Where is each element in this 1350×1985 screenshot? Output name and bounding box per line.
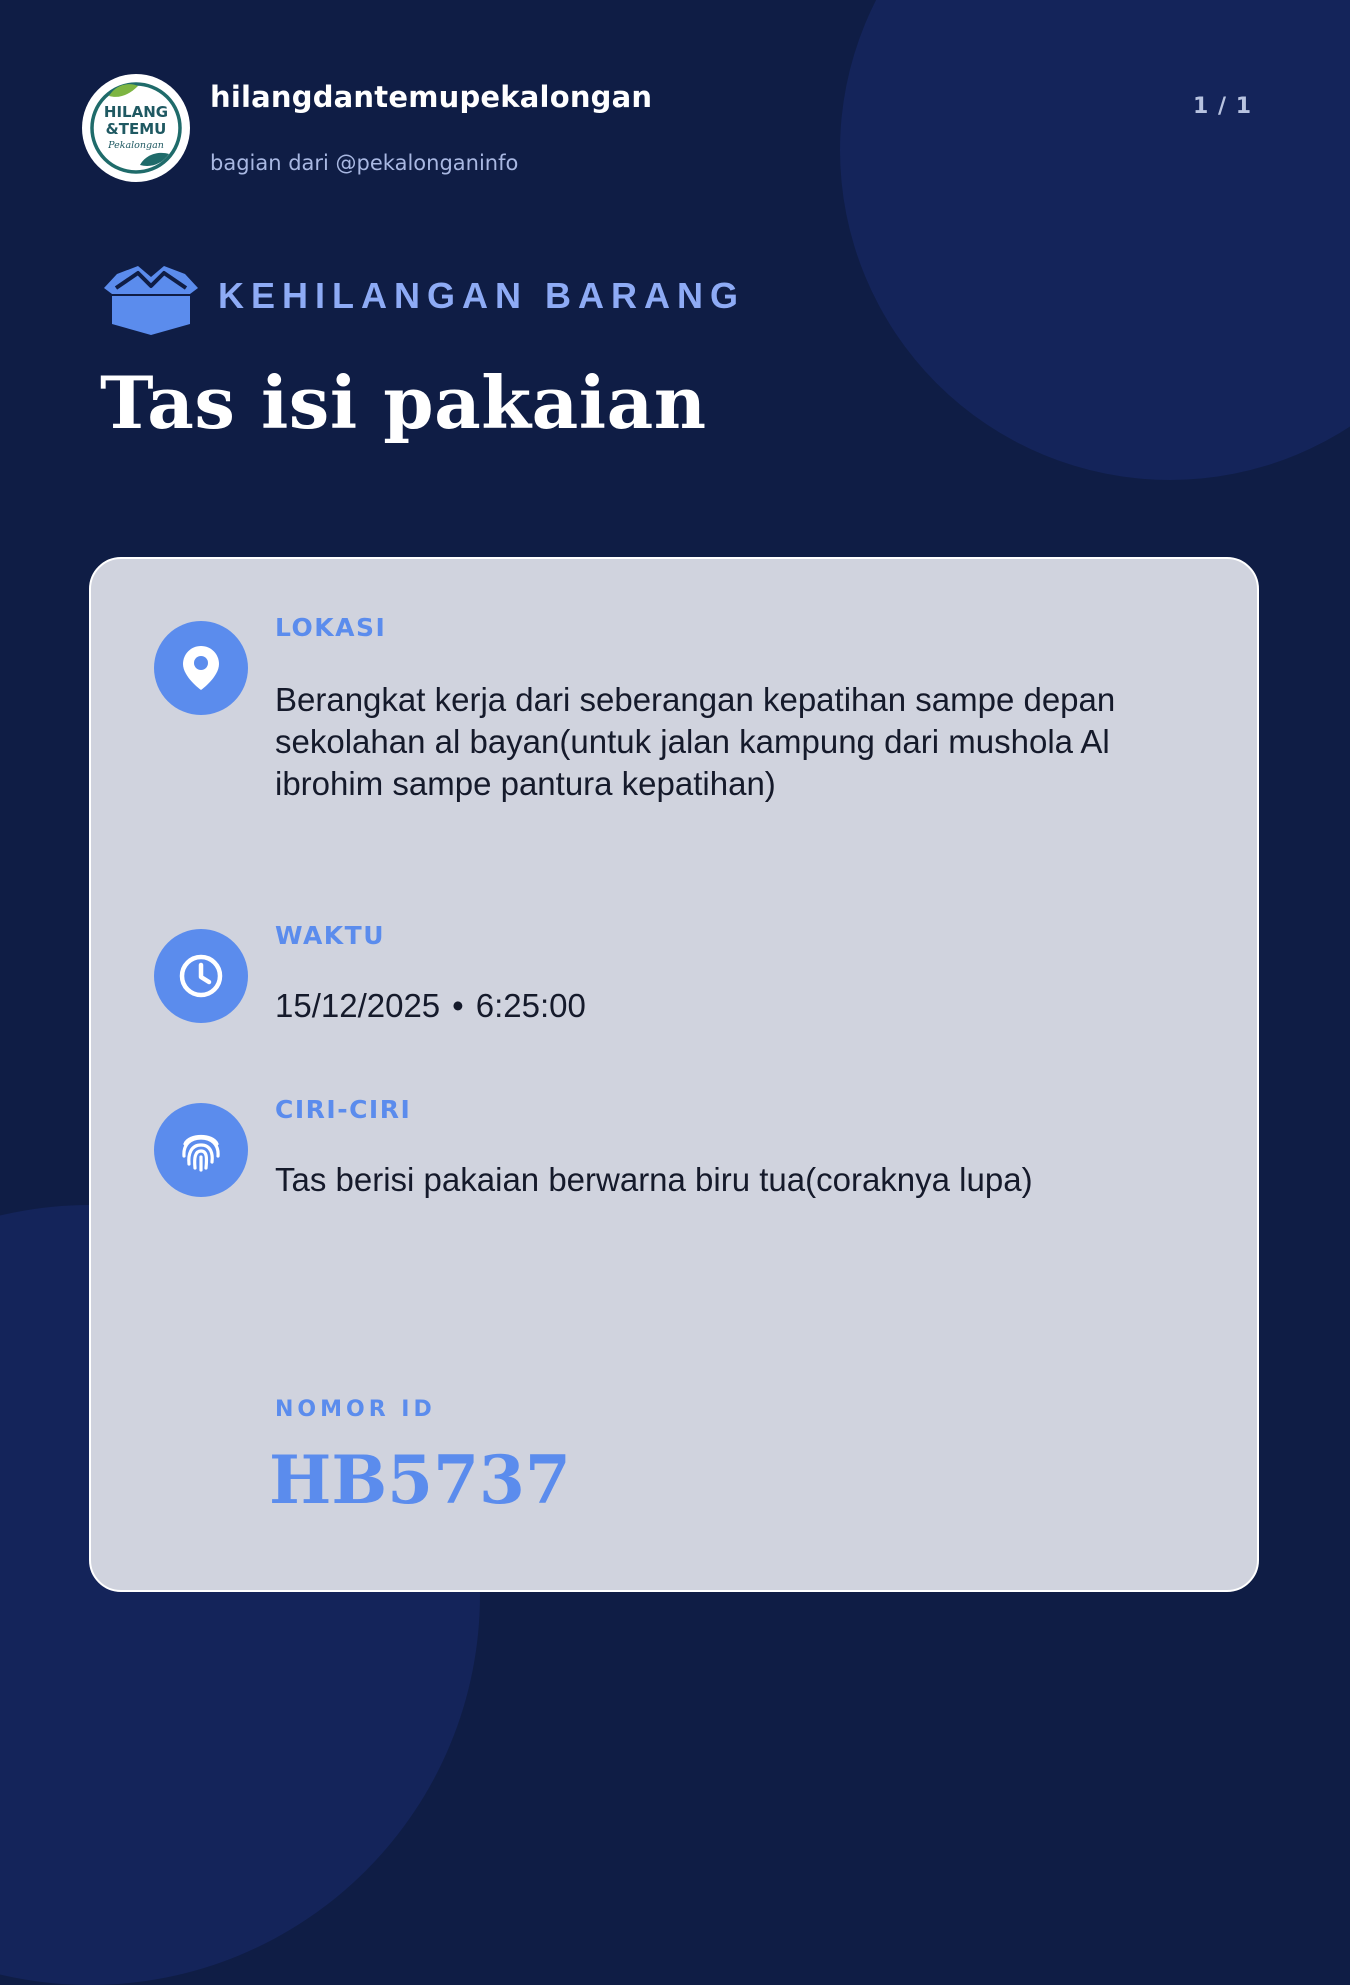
features-value: Tas berisi pakaian berwarna biru tua(coraknya lupa) xyxy=(275,1161,1033,1198)
id-label: NOMOR ID xyxy=(275,1397,436,1422)
time-label: WAKTU xyxy=(275,921,386,950)
location-value: Berangkat kerja dari seberangan kepatihan sampe depan sekolahan al bayan(untuk jalan kampung dari mushola Al ibrohim sampe pantura kepatihan) xyxy=(275,681,1116,802)
account-logo xyxy=(82,74,190,182)
info-card xyxy=(89,557,1259,1592)
clock-icon xyxy=(154,929,248,1023)
svg-text:HILANG: HILANG xyxy=(103,103,169,121)
fingerprint-icon xyxy=(154,1103,248,1197)
time-value xyxy=(275,985,1205,1027)
svg-text:Pekalongan: Pekalongan xyxy=(108,140,164,151)
account-name[interactable]: hilangdantemupekalongan xyxy=(210,80,653,114)
svg-text:&TEMU: &TEMU xyxy=(105,120,167,138)
box-open-icon xyxy=(104,264,198,336)
background-circle-top xyxy=(840,0,1350,480)
time-separator: • xyxy=(452,987,464,1024)
id-value: HB5737 xyxy=(269,1441,571,1519)
page-counter: 1 / 1 xyxy=(1193,94,1252,119)
account-affiliation: bagian dari @pekalonganinfo xyxy=(210,151,519,175)
map-pin-icon xyxy=(154,621,248,715)
time-text: 6:25:00 xyxy=(475,987,586,1024)
date-text: 15/12/2025 xyxy=(275,987,441,1024)
features-label: CIRI-CIRI xyxy=(275,1095,412,1124)
category-label: KEHILANGAN BARANG xyxy=(218,275,745,316)
location-label: LOKASI xyxy=(275,613,387,642)
item-title: Tas isi pakaian xyxy=(100,360,707,445)
